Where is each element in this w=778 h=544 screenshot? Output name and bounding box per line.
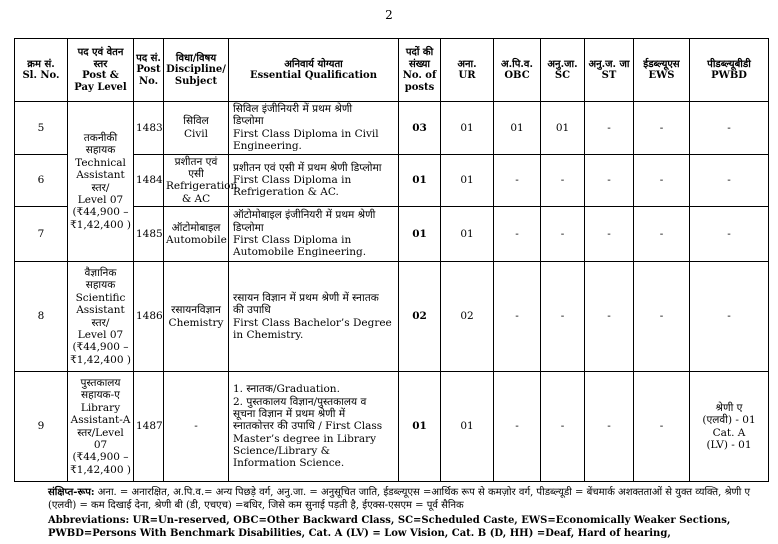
cell-line: Level 07: [77, 193, 124, 206]
cell-line: तकनीकी: [83, 132, 118, 144]
hindi-abbr-text: अना. = अनारक्षित, अ.पि.व.= अन्य पिछड़े वर्ग, अनु.जा. = अनुसूचित जाति, ईडब्ल्यूएस =आर्थिक रूप से कमज़ोर वर्ग, पीडब्ल्यूडी = बेंचमार्क अशक्तताओं से युक्त व्यक्ति, श्रेणी ए (एलवी) = कम दिखाई देना, श्रेणी बी (डी, एचएच) =बधिर, जिसे कम सुनाई पड़ती है, ईएक्स-एसएम = पूर्व सैनिक: [48, 487, 751, 511]
cell-line: (₹44,900 –: [72, 206, 129, 219]
cell-line: Subject: [174, 75, 218, 87]
cell-line: Pay Level: [74, 81, 127, 93]
cell-line: ₹1,42,400 ): [70, 463, 131, 476]
cell-line: ST: [601, 70, 617, 81]
cell-line: (₹44,900 –: [72, 451, 129, 464]
cell-line: Master’s degree in Library: [233, 432, 377, 445]
table-row: [15, 262, 769, 372]
cell-line: Assistant: [76, 169, 125, 182]
cell-line: 07: [93, 438, 108, 451]
cell-line: in Chemistry.: [233, 328, 304, 341]
cell-line: अनिवार्य योग्यता: [284, 58, 343, 70]
cell-line: वैज्ञानिक: [84, 267, 117, 279]
cell-line: Civil: [183, 127, 209, 140]
header-obc: [494, 39, 541, 102]
obc-count: -: [494, 154, 541, 207]
qualification: [229, 154, 399, 207]
no-of-posts: 02: [399, 262, 441, 372]
qualification: [229, 102, 399, 155]
header-ur: [441, 39, 494, 102]
sc-count: 01: [541, 102, 585, 155]
ur-count: 02: [441, 262, 494, 372]
post-no: 1487: [134, 372, 164, 482]
cell-line: posts: [404, 81, 435, 93]
cell-line: & AC: [181, 192, 211, 205]
abbreviations-notes: [48, 486, 766, 542]
st-count: -: [585, 154, 634, 207]
cell-line: सहायक: [85, 279, 116, 292]
no-of-posts: 01: [399, 154, 441, 207]
cell-line: सिविल: [183, 115, 209, 128]
table-row: [15, 372, 769, 482]
sc-count: -: [541, 262, 585, 372]
page-number: 2: [385, 8, 393, 22]
qualification: [229, 262, 399, 372]
cell-line: ₹1,42,400 ): [70, 353, 131, 366]
cell-line: (एलवी) - 01: [702, 414, 756, 427]
cell-line: Engineering.: [233, 140, 302, 153]
header-sc: [541, 39, 585, 102]
table-row: [15, 102, 769, 155]
english-abbreviations: [48, 514, 766, 540]
cell-line: स्नातकोत्तर की उपाधि / First Class: [233, 420, 383, 433]
cell-line: First Class Diploma in: [233, 234, 352, 246]
cell-line: Automobile: [166, 234, 227, 246]
ur-count: 01: [441, 372, 494, 482]
no-of-posts: 01: [399, 372, 441, 482]
ur-count: 01: [441, 154, 494, 207]
header-no-of-posts: [399, 39, 441, 102]
cell-line: Automobile Engineering.: [233, 246, 367, 259]
st-count: -: [585, 207, 634, 262]
no-of-posts: 03: [399, 102, 441, 155]
st-count: -: [585, 372, 634, 482]
header-post: [68, 39, 134, 102]
obc-count: -: [494, 372, 541, 482]
post-no: 1484: [134, 154, 164, 207]
cell-line: पद एवं वेतन स्तर: [77, 47, 124, 70]
cell-line: सूचना विज्ञान में प्रथम श्रेणी में: [233, 407, 346, 420]
cell-line: डिप्लोमा: [233, 221, 264, 234]
header-pwbd: [690, 39, 769, 102]
cell-line: First Class Diploma in: [233, 174, 352, 187]
cell-line: PWBD: [711, 70, 747, 81]
cell-line: Information Science.: [233, 457, 345, 470]
discipline: [164, 262, 229, 372]
qualification: [229, 372, 399, 482]
cell-line: Refrigeration: [166, 180, 238, 193]
cell-line: First Class Diploma in Civil: [233, 127, 379, 140]
post-technical-assistant: [68, 102, 134, 262]
ews-count: -: [634, 207, 690, 262]
cell-line: Assistant: [76, 304, 125, 317]
ews-count: -: [634, 372, 690, 482]
cell-line: Scientific: [75, 291, 126, 304]
cell-line: Cat. A: [712, 426, 746, 439]
sc-count: -: [541, 372, 585, 482]
cell-line: सिविल इंजीनियरी में प्रथम श्रेणी: [233, 103, 353, 115]
ews-count: -: [634, 102, 690, 155]
cell-line: ₹1,42,400 ): [70, 218, 131, 231]
header-sl: [15, 39, 68, 102]
post-scientific-assistant: [68, 262, 134, 372]
sl-no: 7: [15, 207, 68, 262]
cell-line: सहायक: [85, 144, 116, 157]
cell-line: Sl. No.: [22, 70, 60, 81]
cell-line: अ.पि.व.: [501, 58, 533, 70]
header-st: [585, 39, 634, 102]
pwbd-count: -: [690, 102, 769, 155]
cell-line: अना.: [457, 58, 477, 70]
obc-count: -: [494, 262, 541, 372]
cell-line: स्तर/: [91, 316, 110, 329]
cell-line: First Class Bachelor’s Degree: [233, 316, 392, 329]
cell-line: UR: [458, 70, 476, 81]
cell-line: प्रशीतन एवं एसी: [174, 155, 218, 180]
cell-line: Essential Qualification: [250, 70, 377, 81]
cell-line: No.: [138, 75, 159, 87]
cell-line: OBC: [504, 70, 530, 81]
cell-line: (LV) - 01: [706, 438, 752, 451]
cell-line: SC: [554, 70, 571, 81]
cell-line: Science/Library &: [233, 445, 331, 458]
cell-line: 1. स्नातक/Graduation.: [233, 383, 340, 396]
cell-line: Refrigeration & AC.: [233, 186, 339, 199]
cell-line: Discipline/: [166, 64, 226, 76]
pwbd-count: -: [690, 154, 769, 207]
cell-line: रसायनविज्ञान: [171, 304, 221, 317]
sl-no: 6: [15, 154, 68, 207]
hindi-abbr-label: संक्षिप्त-रूप:: [48, 487, 95, 498]
ur-count: 01: [441, 207, 494, 262]
cell-line: रसायन विज्ञान में प्रथम श्रेणी में स्नातक: [233, 291, 379, 304]
cell-line: EWS: [648, 70, 675, 81]
discipline: [164, 154, 238, 207]
cell-line: ऑटोमोबाइल इंजीनियरी में प्रथम श्रेणी: [233, 209, 376, 222]
no-of-posts: 01: [399, 207, 441, 262]
cell-line: Library: [80, 401, 121, 414]
english-abbr-label: Abbreviations:: [48, 515, 130, 526]
cell-line: अनु.जा.: [547, 58, 578, 70]
header-row: [15, 39, 769, 102]
qualification: [229, 207, 399, 262]
cell-line: की उपाधि: [233, 304, 271, 317]
cell-line: Technical: [75, 156, 126, 169]
st-count: -: [585, 262, 634, 372]
cell-line: (₹44,900 –: [72, 341, 129, 354]
cell-line: पीडब्ल्यूबीडी: [707, 58, 751, 70]
sl-no: 9: [15, 372, 68, 482]
cell-line: No. of: [402, 70, 437, 81]
header-qualification: [229, 39, 399, 102]
sc-count: -: [541, 154, 585, 207]
cell-line: Chemistry: [168, 316, 224, 329]
cell-line: सहायक-ए: [81, 389, 120, 402]
cell-line: Level 07: [77, 328, 124, 341]
discipline: [164, 372, 229, 482]
cell-line: क्रम सं.: [27, 58, 55, 70]
header-ews: [634, 39, 690, 102]
cell-line: प्रशीतन एवं एसी में प्रथम श्रेणी डिप्लोमा: [233, 161, 382, 174]
cell-line: पदों की संख्या: [405, 47, 434, 70]
sc-count: -: [541, 207, 585, 262]
cell-line: विधा/विषय: [175, 52, 217, 64]
cell-line: Assistant-A: [70, 414, 131, 427]
post-no: 1483: [134, 102, 164, 155]
cell-line: ऑटोमोबाइल: [171, 221, 221, 234]
header-discipline: [164, 39, 229, 102]
post-no: 1485: [134, 207, 164, 262]
obc-count: -: [494, 207, 541, 262]
cell-line: डिप्लोमा: [233, 115, 264, 128]
cell-line: स्तर/: [91, 181, 110, 194]
vacancy-table: [14, 38, 769, 482]
cell-line: Post: [136, 64, 161, 76]
cell-line: श्रेणी ए: [715, 401, 743, 414]
post-library-assistant: [68, 372, 134, 482]
pwbd-count: -: [690, 207, 769, 262]
obc-count: 01: [494, 102, 541, 155]
cell-line: Post &: [82, 70, 119, 81]
cell-line: ईडब्ल्यूएस: [643, 58, 680, 70]
ews-count: -: [634, 262, 690, 372]
st-count: -: [585, 102, 634, 155]
ews-count: -: [634, 154, 690, 207]
cell-line: पद सं.: [136, 52, 161, 64]
header-post-no: [134, 39, 164, 102]
pwbd-count: [690, 372, 769, 482]
english-abbr-text: UR=Un-reserved, OBC=Other Backward Class, SC=Scheduled Caste, EWS=Economically Weaker Sections, PWBD=Persons With Benchmark Disabilities, Cat. A (LV) = Low Vision, Cat. B (D, HH) =Deaf, Hard of hearing,: [48, 515, 731, 539]
sl-no: 8: [15, 262, 68, 372]
hindi-abbreviations: [48, 486, 766, 512]
ur-count: 01: [441, 102, 494, 155]
post-no: 1486: [134, 262, 164, 372]
cell-line: 2. पुस्तकालय विज्ञान/पुस्तकालय व: [233, 395, 367, 408]
discipline: [164, 207, 229, 262]
pwbd-count: -: [690, 262, 769, 372]
discipline: [164, 102, 229, 155]
cell-line: पुस्तकालय: [80, 377, 121, 389]
cell-line: स्तर/Level: [77, 426, 124, 439]
sl-no: 5: [15, 102, 68, 155]
cell-line: -: [194, 420, 198, 433]
cell-line: अनु.ज. जा: [588, 58, 630, 70]
